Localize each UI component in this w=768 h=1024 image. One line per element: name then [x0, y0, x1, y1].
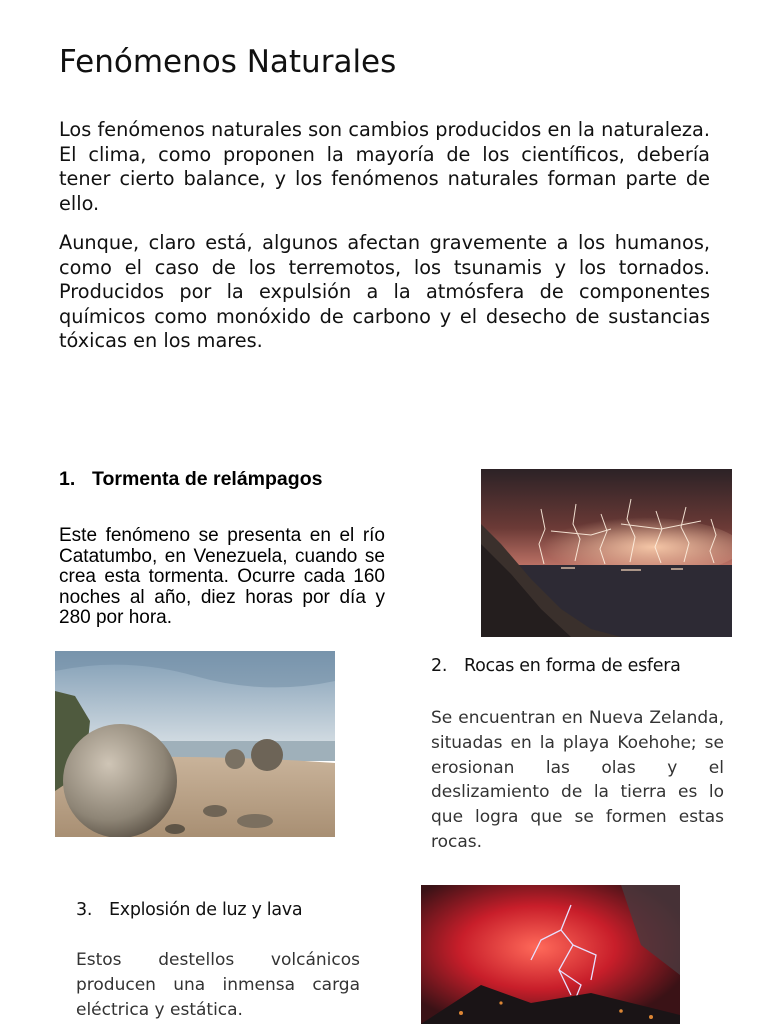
intro-paragraph-1: Los fenómenos naturales son cambios producidos en la naturaleza. El clima, como proponen la mayoría de los científicos, debería tener cierto balance, y los fenómenos naturales forman parte de ello.	[59, 118, 710, 215]
volcanic-lightning-image	[421, 885, 680, 1024]
lightning-storm-image	[481, 469, 732, 637]
spherical-boulders-image	[55, 651, 335, 837]
section-2-title: Rocas en forma de esfera	[464, 656, 681, 676]
section-3-title: Explosión de luz y lava	[109, 900, 303, 920]
section-2-text: Se encuentran en Nueva Zelanda, situadas en la playa Koehohe; se erosionan las olas y el deslizamiento de la tierra es lo que logra que se formen estas rocas.	[431, 708, 724, 852]
section-1-title: Tormenta de relámpagos	[92, 468, 323, 490]
section-3-text: Estos destellos volcánicos producen una inmensa carga eléctrica y estática.	[76, 950, 360, 1020]
page-title: Fenómenos Naturales	[59, 44, 397, 80]
section-1-number: 1.	[59, 468, 76, 490]
section-1-heading	[59, 468, 322, 491]
section-2-number: 2.	[431, 656, 448, 676]
section-2-heading	[431, 656, 681, 676]
section-3-heading	[76, 900, 302, 920]
section-1-text: Este fenómeno se presenta en el río Catatumbo, en Venezuela, cuando se crea esta tormenta. Ocurre cada 160 noches al año, diez horas por día y 280 por hora.	[59, 525, 385, 628]
intro-paragraph-2: Aunque, claro está, algunos afectan gravemente a los humanos, como el caso de los terremotos, los tsunamis y los tornados. Producidos por la expulsión a la atmósfera de componentes químicos como monóxido de carbono y el desecho de sustancias tóxicas en los mares.	[59, 231, 710, 352]
section-3-number: 3.	[76, 900, 93, 920]
